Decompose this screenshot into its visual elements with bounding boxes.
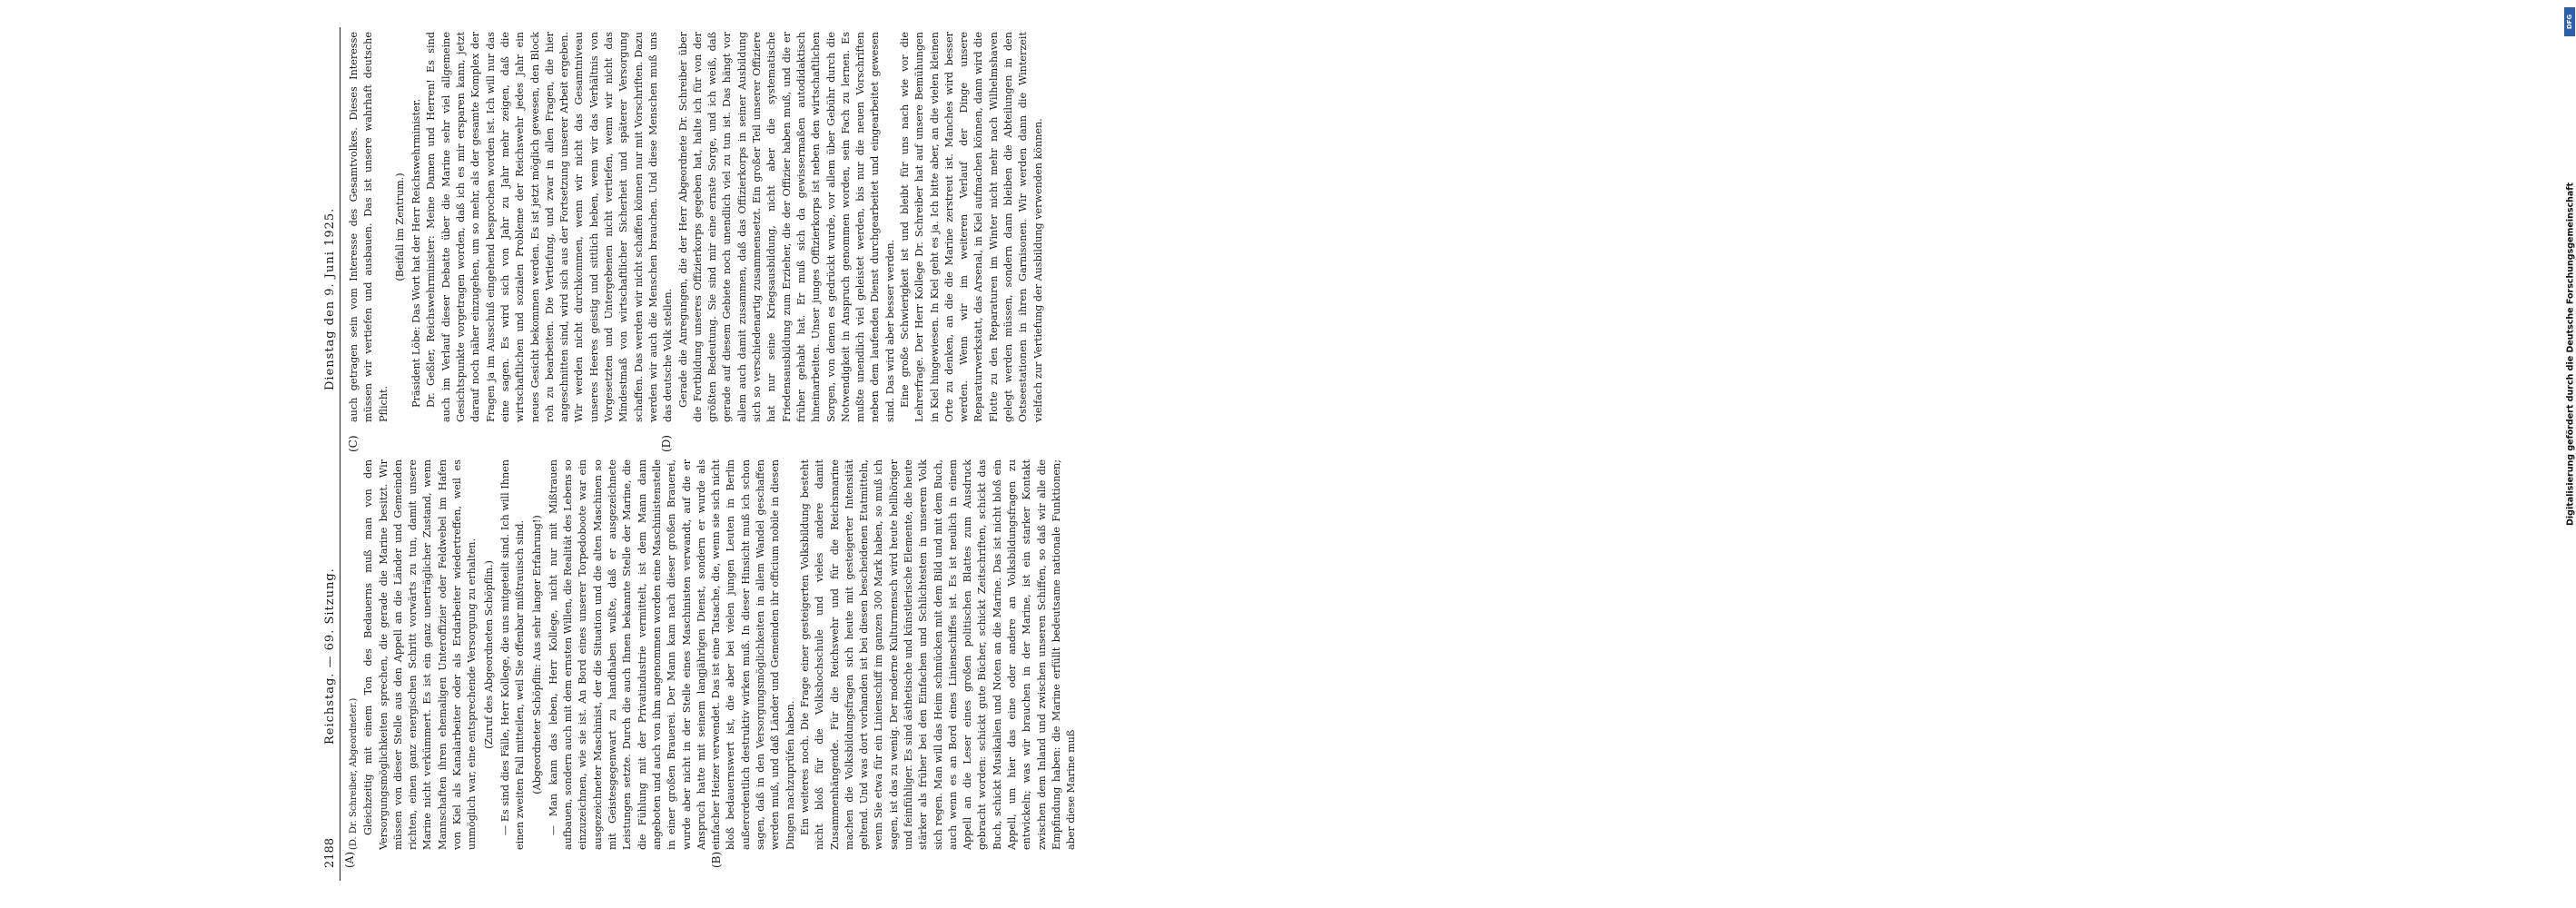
session-date: Dienstag den 9. Juni 1925. <box>323 207 337 390</box>
dfg-logo-icon <box>2564 7 2575 36</box>
paragraph: Dr. Geßler, Reichswehrminister: Meine Damen und Herren! Es sind auch im Verlauf dieser Debatte über die Marine sehr viel allgemeine Gesichtspunkte vorgetragen worden, daß ich es mir ersparen kann, jetzt darauf noch näher einzugehen, um so mehr, als der gesamte Komplex der Fragen ja im Ausschuß eingehend besprochen worden ist. Ich will nur das eine sagen. Es wird sich von Jahr zu Jahr mehr zeigen, daß die wirtschaftlichen und sozialen Probleme der Reichswehr jedes Jahr ein neues Gesicht bekommen werden. Es ist jetzt möglich gewesen, den Block roh zu bearbeiten. Die Vertiefung, und zwar in allen Fragen, die hier angeschnitten sind, wird sich aus der Fortsetzung unserer Arbeit ergeben. Wir werden nicht durchkommen, wenn wir nicht das Gesamtniveau unseres Heeres geistig und sittlich heben, wenn wir das Verhältnis von Vorgesetzten und Untergebenen nicht vertiefen, wenn wir nicht das Mindestmaß von wirtschaftlicher Sicherheit und späterer Versorgung schaffen. Das werden wir nicht schaffen können nur mit Vorschriften. Dazu werden wir auch die Menschen brauchen. Und diese Menschen muß uns das deutsche Volk stellen. <box>425 32 675 422</box>
margin-marker-d: (D) <box>660 435 673 452</box>
page-header <box>320 27 341 881</box>
paragraph: Gerade die Anregungen, die der Herr Abgeordnete Dr. Schreiber über die Fortbildung unseres Offizierkorps gegeben hat, halte ich für von der größten Bedeutung. Sie sind mir eine ernste Sorge, und ich weiß, daß gerade auf diesem Gebiete noch unendlich viel zu tun ist. Das hängt vor allem auch damit zusammen, daß das Offizierkorps in seiner Ausbildung sich so verschiedenartig zusammensetzt. Ein großer Teil unserer Offiziere hat nur seine Kriegsausbildung, nicht aber die systematische Friedensausbildung zum Erzieher, die der Offizier haben muß, und die er früher gehabt hat. Er muß sich da gewissermaßen autodidaktisch hineinarbeiten. Unser junges Offizierkorps ist neben den wirtschaftlichen Sorgen, von denen es gedrückt wurde, vor allem über Gebühr durch die Notwendigkeit in Anspruch genommen worden, sein Fach zu lernen. Es mußte unendlich viel geleistet werden, bis nur die neuen Vorschriften neben dem laufenden Dienst durchgearbeitet und eingearbeitet gewesen sind. Das wird aber besser werden. <box>676 32 896 422</box>
funding-credit-text: Digitalisierung gefördert durch die Deutsche Forschungsgemeinschaft <box>2565 183 2576 526</box>
paragraph: auch getragen sein vom Interesse des Gesamtvolkes. Dieses Interesse müssen wir vertiefen und ausbauen. Das ist unsere wahrhaft deutsche Pflicht. <box>348 32 390 422</box>
speaker-line: (D. Dr. Schreiber, Abgeordneter.) <box>349 697 359 850</box>
interjection: (Beifall im Zentrum.) <box>393 173 406 281</box>
paragraph: Gleichzeitig mit einem Ton des Bedauerns muß man von den Versorgungsmöglichkeiten sprechen, die gerade die Marine besitzt. Wir müssen von dieser Stelle aus den Appell an die Länder und Gemeinden richten, einen ganz energischen Schritt vorwärts zu tun, damit unsere Marine nicht verkümmert. Es ist ein ganz unerträglicher Zustand, wenn Mannschaften ihren ehemaligen Unteroffizier oder Feldwebel im Hafen von Kiel als Kanalarbeiter oder als Erdarbeiter wiedertreffen, weil es unmöglich war, eine entsprechende Versorgung zu erhalten. <box>362 459 479 850</box>
paragraph: Eine große Schwierigkeit ist und bleibt für uns nach wie vor die Lehrerfrage. Der Herr Kollege Dr. Schreiber hat auf unsere Bemühungen in Kiel hingewiesen. In Kiel geht es ja. Ich bitte aber, an die vielen kleinen Orte zu denken, an die die Marine zerstreut ist. Manches wird besser werden. Wenn wir im weiteren Verlauf der Dinge unsere Reparaturwerkstatt, das Arsenal, in Kiel aufmachen können, dann wird die Flotte zu den Reparaturen im Winter nicht mehr nach Wilhelmshaven gelegt werden müssen, sondern dann bleiben die Abteilungen in den Ostseestationen in ihren Garnisonen. Wir werden dann die Winterzeit vielfach zur Vertiefung der Ausbildung verwenden können. <box>898 32 1044 422</box>
paragraph: — Es sind dies Fälle, Herr Kollege, die uns mitgeteilt sind. Ich will Ihnen einen zweiten Fall mitteilen, weil Sie offenbar mißtrauisch sind. <box>498 459 527 850</box>
scanned-page <box>320 27 1078 881</box>
digitization-sidebar <box>1274 0 2576 908</box>
interjection: (Zuruf des Abgeordneten Schöpflin.) <box>482 560 495 749</box>
paragraph: — Man kann das leben, Herr Kollege, nicht nur mit Mißtrauen aufbauen, sondern auch mit dem ernsten Willen, die Realität des Lebens so einzuzeichnen, wie sie ist. An Bord eines unserer Torpedoboote war ein ausgezeichneter Maschinist, der die Situation und die alten Maschinen so mit Geistesgegenwart zu handhaben wußte, daß er ausgezeichnete Leistungen setzte. Durch die auch Ihnen bekannte Stelle der Marine, die die Fühlung mit der Privatindustrie vermittelt, ist dem Mann dann angeboten und auch von ihm angenommen worden eine Maschinistenstelle in einer großen Brauerei. Der Mann kam nach dieser großen Brauerei, wurde aber nicht in der Stelle eines Maschinisten verwandt, auf die er Anspruch hatte mit seinem langjährigen Dienst, sondern er wurde als einfacher Heizer verwendet. Das ist eine Tatsache, die, wenn sie sich nicht bloß bedauernswert ist, die aber bei vielen jungen Leuten in Berlin außerordentlich destruktiv wirken muß. In dieser Hinsicht muß ich schon sagen, daß in den Versorgungsmöglichkeiten in allem Wandel geschaffen werden muß, und daß Länder und Gemeinden ihr officium nobile in diesen Dingen nachzuprüfen haben. <box>547 459 796 850</box>
right-column <box>347 32 1046 422</box>
margin-marker-c: (C) <box>347 435 360 452</box>
page-number: 2188 <box>323 837 337 868</box>
interjection: (Abgeordneter Schöpflin: Aus sehr langer Erfahrung!) <box>530 515 543 794</box>
left-column <box>347 459 1080 850</box>
margin-marker-b: (B) <box>710 851 723 868</box>
margin-marker-a: (A) <box>343 851 356 868</box>
session-title: Reichstag. — 69. Sitzung. <box>323 568 337 745</box>
paragraph: Präsident Löbe: Das Wort hat der Herr Reichswehrminister. <box>410 98 423 408</box>
dfg-logo-text: DFG <box>2566 14 2573 30</box>
paragraph: Ein weiteres noch. Die Frage einer gesteigerten Volksbildung besteht nicht bloß für die Volkshochschule und vieles andere damit Zusammenhängende. Für die Reichswehr und für die Reichsmarine machen die Volksbildungsfragen sich heute mit gesteigerter Intensität geltend. Und was dort vorhanden ist bei diesen bescheidenen Etatmitteln, wenn Sie etwa für ein Linienschiff im ganzen 300 Mark haben, so muß ich sagen, ist das zu wenig. Der moderne Kulturmensch wird heute hellhöriger und feinfühliger. Es sind ästhetische und künstlerische Elemente, die heute stärker als früher bei den Einfachen und Schlichtesten in unserem Volk sich regen. Man will das Heim schmücken mit dem Bild und mit dem Buch, auch wenn es an Bord eines Linienschiffes ist. Es ist neulich in einem Appell an die Leser eines großen politischen Blattes zum Ausdruck gebracht worden: schickt gute Bücher, schickt Zeitschriften, schickt das Buch, schickt Musikalien und Noten an die Marine. Das ist nicht bloß ein Appell, um hier das eine oder andere an Volksbildungsfragen zu entwickeln; was wir brauchen in der Marine, ist ein starker Kontakt zwischen dem Inland und zwischen unseren Schiffen, so daß wir alle die Empfindung haben: die Marine erfüllt bedeutsame nationale Funktionen; aber diese Marine muß <box>798 459 1078 850</box>
